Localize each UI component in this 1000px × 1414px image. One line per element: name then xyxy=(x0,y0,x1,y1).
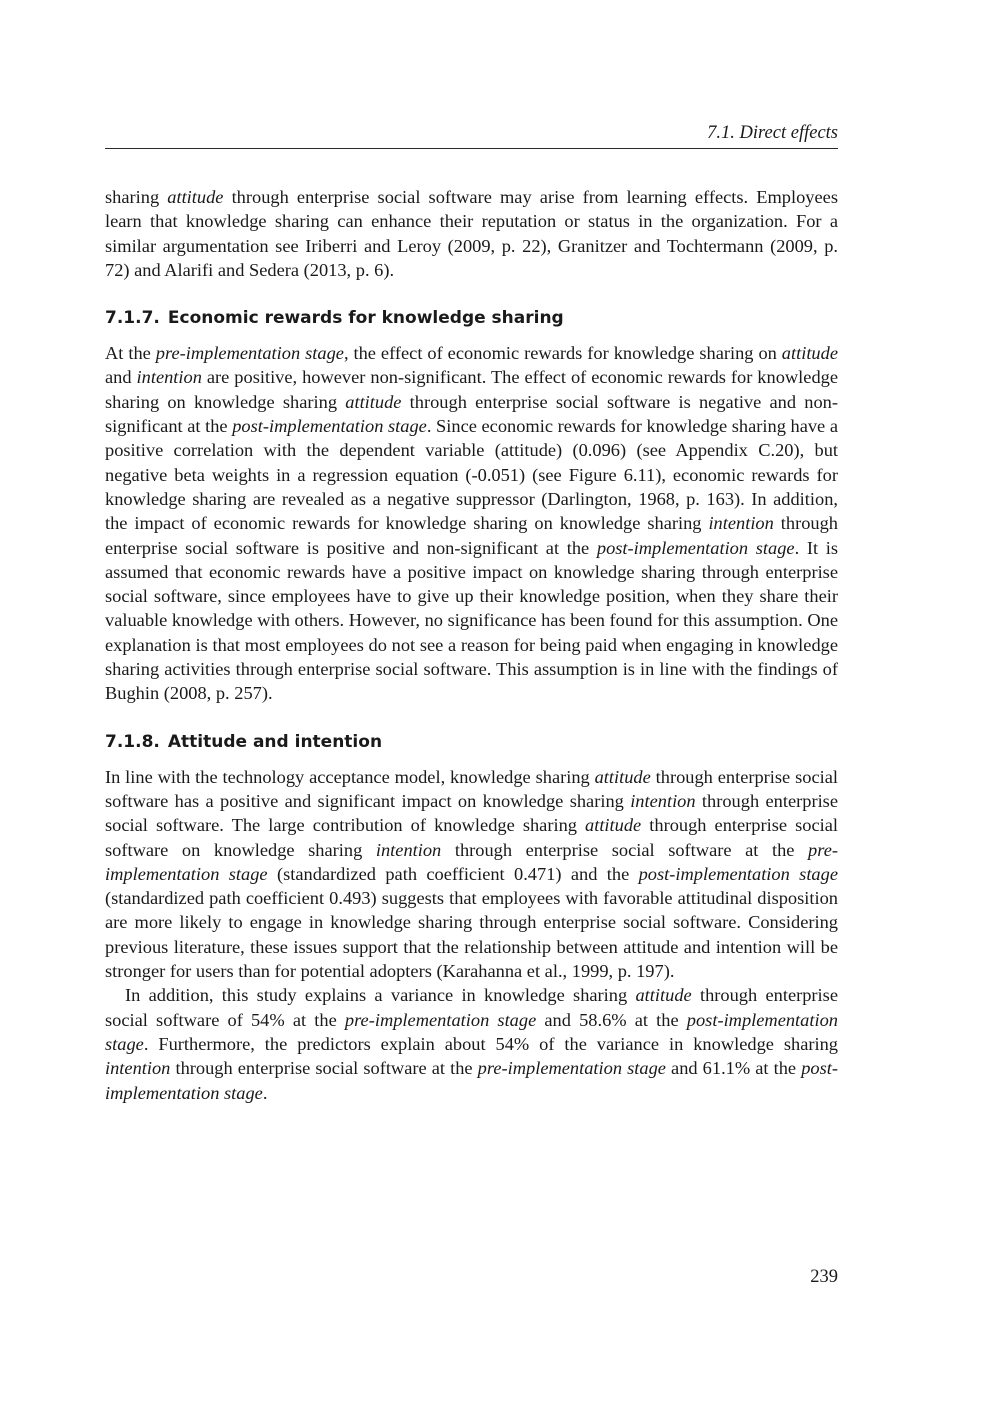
running-head: 7.1. Direct effects xyxy=(707,123,838,143)
intro-paragraph: sharing attitude through enterprise social software may arise from learning effects. Employees learn that knowledge sharing can enhance their reputation or status in the organization. For a similar argumentation see Iriberri and Leroy (2009, p. 22), Granitzer and Tochtermann (2009, p. 72) and Alarifi and Sedera (2013, p. 6). xyxy=(105,187,838,280)
section-heading-attitude-intention xyxy=(105,731,838,753)
attitude-intention-paragraph-2: In addition, this study explains a variance in knowledge sharing attitude through enterprise social software of 54% at the pre-implementation stage and 58.6% at the post-implementation stage. Furthermore, the predictors explain about 54% of the variance in knowledge sharing intention through enterprise social software at the pre-implementation stage and 61.1% at the post-implementation stage. xyxy=(105,985,838,1103)
page-body xyxy=(105,185,838,1105)
page-header xyxy=(105,122,838,149)
section-title: Economic rewards for knowledge sharing xyxy=(167,308,564,329)
attitude-intention-paragraph-1: In line with the technology acceptance model, knowledge sharing attitude through enterprise social software has a positive and significant impact on knowledge sharing intention through enterprise social software. The large contribution of knowledge sharing attitude through enterprise social software on knowledge sharing intention through enterprise social software at the pre-implementation stage (standardized path coefficient 0.471) and the post-implementation stage (standardized path coefficient 0.493) suggests that employees with favorable attitudinal disposition are more likely to engage in knowledge sharing through enterprise social software. Considering previous literature, these issues support that the relationship between attitude and intention will be stronger for users than for potential adopters (Karahanna et al., 1999, p. 197). xyxy=(105,766,838,982)
section-number: 7.1.8. xyxy=(105,731,160,752)
section-number: 7.1.7. xyxy=(105,308,160,329)
section-heading-economic-rewards xyxy=(105,307,838,329)
section-title: Attitude and intention xyxy=(167,731,383,752)
page-number: 239 xyxy=(810,1267,838,1287)
economic-rewards-paragraph: At the pre-implementation stage, the effect of economic rewards for knowledge sharing on attitude and intention are positive, however non-significant. The effect of economic rewards for knowledge sharing on knowledge sharing attitude through enterprise social software is negative and non-significant at the post-implementation stage. Since economic rewards for knowledge sharing have a positive correlation with the dependent variable (attitude) (0.096) (see Appendix C.20), but negative beta weights in a regression equation (-0.051) (see Figure 6.11), economic rewards for knowledge sharing are revealed as a negative suppressor (Darlington, 1968, p. 163). In addition, the impact of economic rewards for knowledge sharing on knowledge sharing intention through enterprise social software is positive and non-significant at the post-implementation stage. It is assumed that economic rewards have a positive impact on knowledge sharing through enterprise social software, since employees have to give up their knowledge position, when they share their valuable knowledge with others. However, no significance has been found for this assumption. One explanation is that most employees do not see a reason for being paid when engaging in knowledge sharing activities through enterprise social software. This assumption is in line with the findings of Bughin (2008, p. 257). xyxy=(105,343,838,704)
